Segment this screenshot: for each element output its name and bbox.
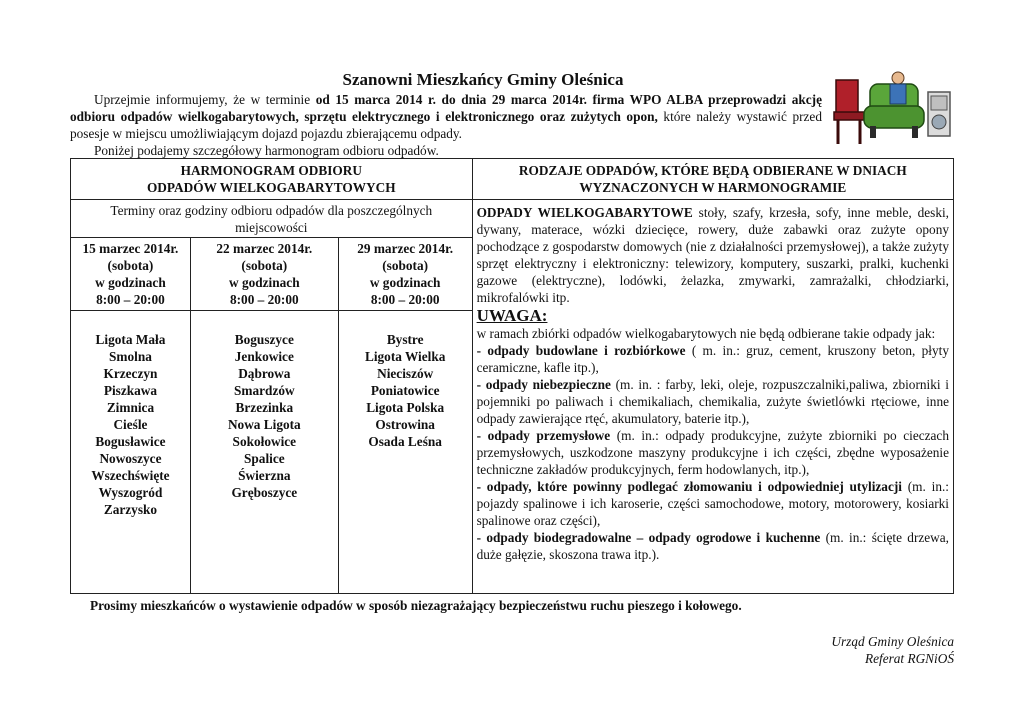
place-name: Brzezinka — [235, 400, 294, 415]
place-name: Boguszyce — [234, 332, 294, 347]
excluded-item-text: ( m. in.: gruz, cement, kruszony beton, płyty ceramiczne, kafle itp.), — [476, 343, 949, 375]
date: 15 marzec 2014r. — [82, 241, 179, 256]
intro-text-a: Uprzejmie informujemy, że w terminie — [94, 92, 316, 107]
place-name: Nowa Ligota — [227, 417, 301, 432]
weekday: (sobota) — [107, 258, 154, 273]
weekday: (sobota) — [241, 258, 288, 273]
bulky-waste-text: stoły, szafy, krzesła, sofy, inne meble, deski, dywany, materace, wózki dziecięce, rowery, duże zabawki oraz zużyte opony pochodzące z gospodarstw domowych (nie z działalności przemysłowej), a także zużyty sprzęt elektryczny i elektroniczny: telewizory, komputery, suszarki, pralki, kuchenki gazowe (elektryczne), lodówki, żelazka, zmywarki, zamrażalki, chłodziarki, mikrofalówki itp. — [476, 205, 949, 305]
place-name: Ligota Wielka — [364, 349, 446, 364]
place-name: Bogusławice — [95, 434, 166, 449]
date-cell-2 — [190, 238, 338, 311]
hours-label: w godzinach — [229, 275, 300, 290]
hours-label: w godzinach — [95, 275, 166, 290]
date: 22 marzec 2014r. — [216, 241, 313, 256]
place-name: Ligota Mała — [95, 332, 166, 347]
place-name: Bystre — [386, 332, 424, 347]
date-cell-1 — [71, 238, 191, 311]
place-name: Poniatowice — [370, 383, 440, 398]
warning-text: w ramach zbiórki odpadów wielkogabarytowych nie będą odbierane takie odpady jak: — [476, 326, 936, 341]
waste-types-description — [472, 200, 953, 594]
intro-text-bold: od 15 marca 2014 r. do dnia 29 marca 2014r. firma WPO ALBA przeprowadzi akcję odbioru odpadów wielkogabarytowych, sprzętu elektrycznego i elektronicznego oraz zużytych opon, — [70, 92, 822, 124]
place-name: Świerzna — [238, 468, 291, 483]
intro-text-b: które należy wystawić przed posesje w miejscu umożliwiającym dojazd pojazdu zbierającemu odpady. — [70, 109, 822, 141]
place-name: Sokołowice — [232, 434, 297, 449]
excluded-item — [477, 427, 949, 478]
schedule-table — [70, 158, 954, 594]
excluded-item — [477, 478, 949, 529]
hours: 8:00 – 20:00 — [229, 292, 299, 307]
hours-label: w godzinach — [369, 275, 441, 290]
place-name: Smolna — [109, 349, 152, 364]
place-name: Wszechświęte — [91, 468, 170, 483]
date-cell-3 — [338, 238, 472, 311]
place-name: Ostrowina — [375, 417, 435, 432]
place-name: Zimnica — [106, 400, 155, 415]
place-name: Wyszogród — [98, 485, 163, 500]
place-name: Dąbrowa — [238, 366, 291, 381]
schedule-header-line1: HARMONOGRAM ODBIORU — [180, 163, 362, 178]
bulky-waste-label: ODPADY WIELKOGABARYTOWE — [476, 205, 693, 220]
signature — [831, 633, 954, 667]
places-list-2 — [190, 311, 338, 594]
intro-line2: Poniżej podajemy szczegółowy harmonogram odbioru odpadów. — [94, 143, 439, 158]
excluded-item — [477, 529, 949, 563]
footer-note: Prosimy mieszkańców o wystawienie odpadów w sposób niezagrażający bezpieczeństwu ruchu pieszego i kołowego. — [90, 598, 742, 613]
signature-office: Urząd Gminy Oleśnica — [831, 634, 954, 649]
intro-paragraph — [70, 91, 822, 159]
places-list-1 — [71, 311, 191, 594]
schedule-subheader-line2: miejscowości — [235, 219, 308, 235]
place-name: Krzeczyn — [103, 366, 158, 381]
place-name: Cieśle — [113, 417, 148, 432]
excluded-item-text: (m. in. : farby, leki, oleje, rozpuszczalniki,paliwa, zbiorniki i pojemniki po paliwach i chemikaliach, chemikalia, zużyte świetlówki rtęciowe, inne odpady zawierające rtęć, akumulatory, baterie itp.), — [476, 377, 949, 426]
excluded-item-label: - odpady, które powinny podlegać złomowaniu i odpowiedniej utylizacji — [476, 479, 902, 494]
warning-heading: UWAGA: — [476, 306, 548, 325]
furniture-clipart-icon — [830, 70, 954, 150]
place-name: Nowoszyce — [99, 451, 162, 466]
date: 29 marzec 2014r. — [357, 241, 454, 256]
place-name: Smardzów — [234, 383, 295, 398]
hours: 8:00 – 20:00 — [370, 292, 440, 307]
place-name: Jenkowice — [234, 349, 294, 364]
places-list-3 — [338, 311, 472, 594]
schedule-header — [71, 159, 473, 200]
place-name: Zarzysko — [103, 502, 158, 517]
place-name: Osada Leśna — [368, 434, 442, 449]
excluded-item-label: - odpady przemysłowe — [476, 428, 611, 443]
excluded-item — [477, 376, 949, 427]
excluded-item-text: (m. in.: odpady produkcyjne, zużyte zbiorniki po cieczach przemysłowych, uszkodzone maszyny produkcyjne i ich części, zbędne wyposażenie techniczne zakładów produkcyjnych, ferm hodowlanych, itp.), — [476, 428, 949, 477]
page-title: Szanowni Mieszkańcy Gminy Oleśnica — [342, 70, 624, 89]
excluded-item-label: - odpady biodegradowalne – odpady ogrodowe i kuchenne — [476, 530, 821, 545]
excluded-item-label: - odpady niebezpieczne — [476, 377, 611, 392]
signature-department: Referat RGNiOŚ — [864, 651, 954, 666]
place-name: Piszkawa — [103, 383, 158, 398]
excluded-item — [477, 342, 949, 376]
schedule-header-line2: ODPADÓW WIELKOGABARYTOWYCH — [146, 180, 396, 195]
waste-types-header-line1: RODZAJE ODPADÓW, KTÓRE BĘDĄ ODBIERANE W DNIACH — [518, 163, 907, 178]
excluded-item-text: (m. in.: pojazdy spalinowe i ich karoserie, części samochodowe, motory, motorowery, kosiarki spalinowe oraz części), — [476, 479, 949, 528]
weekday: (sobota) — [382, 258, 429, 273]
place-name: Gręboszyce — [231, 485, 298, 500]
place-name: Ligota Polska — [366, 400, 445, 415]
schedule-subheader-line1: Terminy oraz godziny odbioru odpadów dla poszczególnych — [110, 202, 433, 218]
hours: 8:00 – 20:00 — [96, 292, 165, 307]
excluded-item-text: (m. in.: ścięte drzewa, duże gałęzie, skoszona trawa itp.). — [476, 530, 950, 562]
schedule-subheader — [71, 200, 473, 238]
place-name: Spalice — [244, 451, 285, 466]
place-name: Nieciszów — [377, 366, 434, 381]
waste-types-header — [472, 159, 953, 200]
excluded-item-label: - odpady budowlane i rozbiórkowe — [476, 343, 686, 358]
waste-types-header-line2: WYZNACZONYCH W HARMONOGRAMIE — [579, 180, 847, 195]
